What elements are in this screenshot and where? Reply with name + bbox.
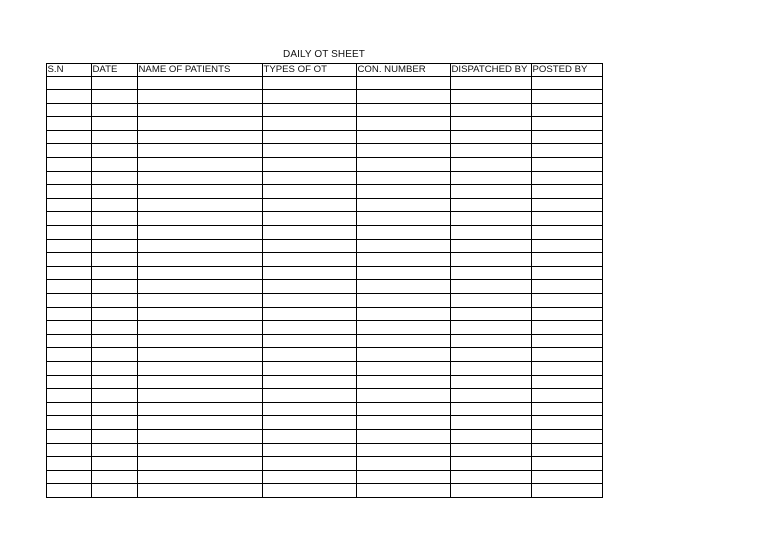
cell-types-of-ot[interactable] — [262, 158, 356, 172]
cell-date[interactable] — [91, 443, 137, 457]
table-row — [46, 253, 602, 267]
cell-posted-by[interactable] — [531, 334, 602, 348]
cell-types-of-ot[interactable] — [262, 103, 356, 117]
cell-date[interactable] — [91, 416, 137, 430]
cell-dispatched-by[interactable] — [450, 321, 531, 335]
table-row — [46, 280, 602, 294]
cell-date[interactable] — [91, 212, 137, 226]
cell-date[interactable] — [91, 470, 137, 484]
cell-name-of-patients[interactable] — [137, 239, 262, 253]
table-row — [46, 348, 602, 362]
cell-dispatched-by[interactable] — [450, 429, 531, 443]
cell-name-of-patients[interactable] — [137, 348, 262, 362]
cell-sn[interactable] — [46, 484, 91, 498]
cell-con-number[interactable] — [356, 103, 450, 117]
cell-dispatched-by[interactable] — [450, 76, 531, 90]
cell-name-of-patients[interactable] — [137, 457, 262, 471]
cell-date[interactable] — [91, 334, 137, 348]
table-row — [46, 307, 602, 321]
cell-dispatched-by[interactable] — [450, 226, 531, 240]
cell-types-of-ot[interactable] — [262, 117, 356, 131]
cell-date[interactable] — [91, 226, 137, 240]
column-header-sn: S.N — [46, 63, 91, 76]
cell-posted-by[interactable] — [531, 443, 602, 457]
cell-date[interactable] — [91, 185, 137, 199]
cell-name-of-patients[interactable] — [137, 90, 262, 104]
cell-sn[interactable] — [46, 416, 91, 430]
cell-date[interactable] — [91, 361, 137, 375]
cell-sn[interactable] — [46, 375, 91, 389]
cell-posted-by[interactable] — [531, 280, 602, 294]
table-row — [46, 171, 602, 185]
table-row — [46, 90, 602, 104]
cell-name-of-patients[interactable] — [137, 334, 262, 348]
table-row — [46, 429, 602, 443]
cell-dispatched-by[interactable] — [450, 375, 531, 389]
cell-date[interactable] — [91, 239, 137, 253]
cell-con-number[interactable] — [356, 76, 450, 90]
cell-posted-by[interactable] — [531, 239, 602, 253]
cell-date[interactable] — [91, 457, 137, 471]
cell-posted-by[interactable] — [531, 130, 602, 144]
column-header-name-of-patients: NAME OF PATIENTS — [137, 63, 262, 76]
cell-dispatched-by[interactable] — [450, 171, 531, 185]
cell-con-number[interactable] — [356, 470, 450, 484]
cell-sn[interactable] — [46, 198, 91, 212]
column-header-posted-by: POSTED BY — [531, 63, 602, 76]
cell-types-of-ot[interactable] — [262, 280, 356, 294]
cell-sn[interactable] — [46, 348, 91, 362]
cell-posted-by[interactable] — [531, 321, 602, 335]
cell-types-of-ot[interactable] — [262, 185, 356, 199]
cell-sn[interactable] — [46, 294, 91, 308]
table-row — [46, 117, 602, 131]
cell-posted-by[interactable] — [531, 76, 602, 90]
table-row — [46, 402, 602, 416]
cell-name-of-patients[interactable] — [137, 484, 262, 498]
cell-con-number[interactable] — [356, 280, 450, 294]
table-row — [46, 226, 602, 240]
cell-sn[interactable] — [46, 158, 91, 172]
table-row — [46, 416, 602, 430]
cell-types-of-ot[interactable] — [262, 416, 356, 430]
cell-posted-by[interactable] — [531, 429, 602, 443]
cell-con-number[interactable] — [356, 185, 450, 199]
cell-dispatched-by[interactable] — [450, 253, 531, 267]
cell-name-of-patients[interactable] — [137, 158, 262, 172]
cell-sn[interactable] — [46, 212, 91, 226]
table-row — [46, 158, 602, 172]
cell-types-of-ot[interactable] — [262, 198, 356, 212]
cell-posted-by[interactable] — [531, 117, 602, 131]
cell-date[interactable] — [91, 144, 137, 158]
cell-date[interactable] — [91, 130, 137, 144]
cell-dispatched-by[interactable] — [450, 239, 531, 253]
cell-name-of-patients[interactable] — [137, 389, 262, 403]
cell-con-number[interactable] — [356, 402, 450, 416]
cell-posted-by[interactable] — [531, 348, 602, 362]
cell-types-of-ot[interactable] — [262, 294, 356, 308]
cell-date[interactable] — [91, 253, 137, 267]
cell-name-of-patients[interactable] — [137, 212, 262, 226]
cell-name-of-patients[interactable] — [137, 470, 262, 484]
cell-types-of-ot[interactable] — [262, 361, 356, 375]
column-header-date: DATE — [91, 63, 137, 76]
cell-con-number[interactable] — [356, 334, 450, 348]
cell-sn[interactable] — [46, 185, 91, 199]
cell-sn[interactable] — [46, 280, 91, 294]
cell-sn[interactable] — [46, 470, 91, 484]
cell-name-of-patients[interactable] — [137, 443, 262, 457]
cell-dispatched-by[interactable] — [450, 307, 531, 321]
cell-sn[interactable] — [46, 429, 91, 443]
cell-con-number[interactable] — [356, 266, 450, 280]
cell-con-number[interactable] — [356, 226, 450, 240]
cell-dispatched-by[interactable] — [450, 212, 531, 226]
cell-con-number[interactable] — [356, 239, 450, 253]
cell-types-of-ot[interactable] — [262, 389, 356, 403]
cell-con-number[interactable] — [356, 212, 450, 226]
cell-con-number[interactable] — [356, 484, 450, 498]
cell-dispatched-by[interactable] — [450, 158, 531, 172]
cell-types-of-ot[interactable] — [262, 375, 356, 389]
cell-posted-by[interactable] — [531, 307, 602, 321]
cell-sn[interactable] — [46, 76, 91, 90]
cell-name-of-patients[interactable] — [137, 144, 262, 158]
sheet-title: DAILY OT SHEET — [283, 49, 365, 60]
cell-con-number[interactable] — [356, 457, 450, 471]
cell-con-number[interactable] — [356, 294, 450, 308]
cell-sn[interactable] — [46, 239, 91, 253]
table-row — [46, 443, 602, 457]
table-row — [46, 76, 602, 90]
cell-con-number[interactable] — [356, 429, 450, 443]
cell-name-of-patients[interactable] — [137, 375, 262, 389]
cell-posted-by[interactable] — [531, 90, 602, 104]
cell-dispatched-by[interactable] — [450, 484, 531, 498]
cell-con-number[interactable] — [356, 443, 450, 457]
cell-sn[interactable] — [46, 130, 91, 144]
cell-posted-by[interactable] — [531, 484, 602, 498]
cell-name-of-patients[interactable] — [137, 416, 262, 430]
cell-name-of-patients[interactable] — [137, 402, 262, 416]
cell-date[interactable] — [91, 280, 137, 294]
cell-types-of-ot[interactable] — [262, 402, 356, 416]
cell-date[interactable] — [91, 375, 137, 389]
cell-posted-by[interactable] — [531, 457, 602, 471]
cell-sn[interactable] — [46, 307, 91, 321]
cell-name-of-patients[interactable] — [137, 103, 262, 117]
table-body — [46, 76, 602, 497]
cell-date[interactable] — [91, 348, 137, 362]
cell-types-of-ot[interactable] — [262, 307, 356, 321]
cell-sn[interactable] — [46, 321, 91, 335]
cell-sn[interactable] — [46, 457, 91, 471]
cell-dispatched-by[interactable] — [450, 348, 531, 362]
cell-types-of-ot[interactable] — [262, 144, 356, 158]
table-row — [46, 103, 602, 117]
cell-date[interactable] — [91, 307, 137, 321]
cell-dispatched-by[interactable] — [450, 117, 531, 131]
cell-types-of-ot[interactable] — [262, 171, 356, 185]
cell-sn[interactable] — [46, 361, 91, 375]
cell-dispatched-by[interactable] — [450, 334, 531, 348]
table-row — [46, 375, 602, 389]
cell-posted-by[interactable] — [531, 361, 602, 375]
table-row — [46, 239, 602, 253]
cell-name-of-patients[interactable] — [137, 185, 262, 199]
cell-types-of-ot[interactable] — [262, 266, 356, 280]
cell-dispatched-by[interactable] — [450, 130, 531, 144]
cell-date[interactable] — [91, 389, 137, 403]
cell-types-of-ot[interactable] — [262, 226, 356, 240]
cell-dispatched-by[interactable] — [450, 90, 531, 104]
cell-con-number[interactable] — [356, 90, 450, 104]
cell-types-of-ot[interactable] — [262, 348, 356, 362]
cell-sn[interactable] — [46, 103, 91, 117]
table-row — [46, 185, 602, 199]
cell-sn[interactable] — [46, 402, 91, 416]
table-row — [46, 198, 602, 212]
cell-date[interactable] — [91, 103, 137, 117]
cell-posted-by[interactable] — [531, 470, 602, 484]
cell-types-of-ot[interactable] — [262, 470, 356, 484]
daily-ot-table — [46, 63, 603, 498]
cell-con-number[interactable] — [356, 361, 450, 375]
cell-dispatched-by[interactable] — [450, 294, 531, 308]
table-row — [46, 361, 602, 375]
cell-sn[interactable] — [46, 389, 91, 403]
cell-con-number[interactable] — [356, 117, 450, 131]
cell-posted-by[interactable] — [531, 416, 602, 430]
cell-dispatched-by[interactable] — [450, 470, 531, 484]
cell-posted-by[interactable] — [531, 294, 602, 308]
cell-types-of-ot[interactable] — [262, 429, 356, 443]
table-row — [46, 470, 602, 484]
cell-dispatched-by[interactable] — [450, 185, 531, 199]
table-row — [46, 321, 602, 335]
cell-dispatched-by[interactable] — [450, 402, 531, 416]
cell-date[interactable] — [91, 76, 137, 90]
table-row — [46, 212, 602, 226]
cell-posted-by[interactable] — [531, 198, 602, 212]
cell-name-of-patients[interactable] — [137, 361, 262, 375]
cell-posted-by[interactable] — [531, 144, 602, 158]
cell-con-number[interactable] — [356, 416, 450, 430]
cell-types-of-ot[interactable] — [262, 321, 356, 335]
cell-posted-by[interactable] — [531, 375, 602, 389]
table-row — [46, 130, 602, 144]
cell-con-number[interactable] — [356, 253, 450, 267]
cell-name-of-patients[interactable] — [137, 253, 262, 267]
cell-con-number[interactable] — [356, 144, 450, 158]
cell-sn[interactable] — [46, 117, 91, 131]
table-row — [46, 144, 602, 158]
cell-name-of-patients[interactable] — [137, 429, 262, 443]
cell-types-of-ot[interactable] — [262, 130, 356, 144]
column-header-dispatched-by: DISPATCHED BY — [450, 63, 531, 76]
cell-posted-by[interactable] — [531, 389, 602, 403]
cell-sn[interactable] — [46, 253, 91, 267]
cell-sn[interactable] — [46, 171, 91, 185]
cell-date[interactable] — [91, 266, 137, 280]
table-row — [46, 266, 602, 280]
header-row — [46, 63, 602, 76]
cell-date[interactable] — [91, 90, 137, 104]
cell-sn[interactable] — [46, 334, 91, 348]
cell-types-of-ot[interactable] — [262, 484, 356, 498]
cell-name-of-patients[interactable] — [137, 294, 262, 308]
cell-date[interactable] — [91, 198, 137, 212]
table-row — [46, 294, 602, 308]
cell-posted-by[interactable] — [531, 253, 602, 267]
cell-posted-by[interactable] — [531, 402, 602, 416]
cell-types-of-ot[interactable] — [262, 90, 356, 104]
cell-name-of-patients[interactable] — [137, 76, 262, 90]
cell-posted-by[interactable] — [531, 185, 602, 199]
cell-con-number[interactable] — [356, 348, 450, 362]
cell-types-of-ot[interactable] — [262, 457, 356, 471]
cell-dispatched-by[interactable] — [450, 266, 531, 280]
table-row — [46, 334, 602, 348]
cell-date[interactable] — [91, 294, 137, 308]
cell-con-number[interactable] — [356, 321, 450, 335]
cell-name-of-patients[interactable] — [137, 307, 262, 321]
column-header-types-of-ot: TYPES OF OT — [262, 63, 356, 76]
cell-con-number[interactable] — [356, 389, 450, 403]
cell-date[interactable] — [91, 402, 137, 416]
cell-name-of-patients[interactable] — [137, 280, 262, 294]
cell-con-number[interactable] — [356, 158, 450, 172]
cell-date[interactable] — [91, 158, 137, 172]
cell-con-number[interactable] — [356, 171, 450, 185]
cell-date[interactable] — [91, 484, 137, 498]
cell-types-of-ot[interactable] — [262, 239, 356, 253]
cell-sn[interactable] — [46, 443, 91, 457]
cell-name-of-patients[interactable] — [137, 226, 262, 240]
cell-dispatched-by[interactable] — [450, 361, 531, 375]
cell-date[interactable] — [91, 321, 137, 335]
cell-name-of-patients[interactable] — [137, 321, 262, 335]
table-row — [46, 484, 602, 498]
table-row — [46, 457, 602, 471]
cell-dispatched-by[interactable] — [450, 144, 531, 158]
cell-date[interactable] — [91, 171, 137, 185]
cell-sn[interactable] — [46, 144, 91, 158]
cell-name-of-patients[interactable] — [137, 266, 262, 280]
cell-types-of-ot[interactable] — [262, 334, 356, 348]
cell-sn[interactable] — [46, 90, 91, 104]
cell-sn[interactable] — [46, 266, 91, 280]
cell-dispatched-by[interactable] — [450, 198, 531, 212]
cell-con-number[interactable] — [356, 375, 450, 389]
cell-dispatched-by[interactable] — [450, 443, 531, 457]
cell-posted-by[interactable] — [531, 158, 602, 172]
cell-dispatched-by[interactable] — [450, 457, 531, 471]
cell-types-of-ot[interactable] — [262, 212, 356, 226]
cell-name-of-patients[interactable] — [137, 171, 262, 185]
cell-dispatched-by[interactable] — [450, 280, 531, 294]
cell-posted-by[interactable] — [531, 103, 602, 117]
cell-posted-by[interactable] — [531, 171, 602, 185]
cell-types-of-ot[interactable] — [262, 253, 356, 267]
cell-posted-by[interactable] — [531, 266, 602, 280]
cell-name-of-patients[interactable] — [137, 117, 262, 131]
cell-con-number[interactable] — [356, 130, 450, 144]
cell-types-of-ot[interactable] — [262, 443, 356, 457]
column-header-con-number: CON. NUMBER — [356, 63, 450, 76]
cell-name-of-patients[interactable] — [137, 198, 262, 212]
cell-posted-by[interactable] — [531, 226, 602, 240]
cell-dispatched-by[interactable] — [450, 389, 531, 403]
cell-dispatched-by[interactable] — [450, 416, 531, 430]
cell-name-of-patients[interactable] — [137, 130, 262, 144]
table-row — [46, 389, 602, 403]
cell-date[interactable] — [91, 429, 137, 443]
cell-con-number[interactable] — [356, 307, 450, 321]
cell-sn[interactable] — [46, 226, 91, 240]
cell-dispatched-by[interactable] — [450, 103, 531, 117]
cell-date[interactable] — [91, 117, 137, 131]
cell-con-number[interactable] — [356, 198, 450, 212]
cell-types-of-ot[interactable] — [262, 76, 356, 90]
cell-posted-by[interactable] — [531, 212, 602, 226]
